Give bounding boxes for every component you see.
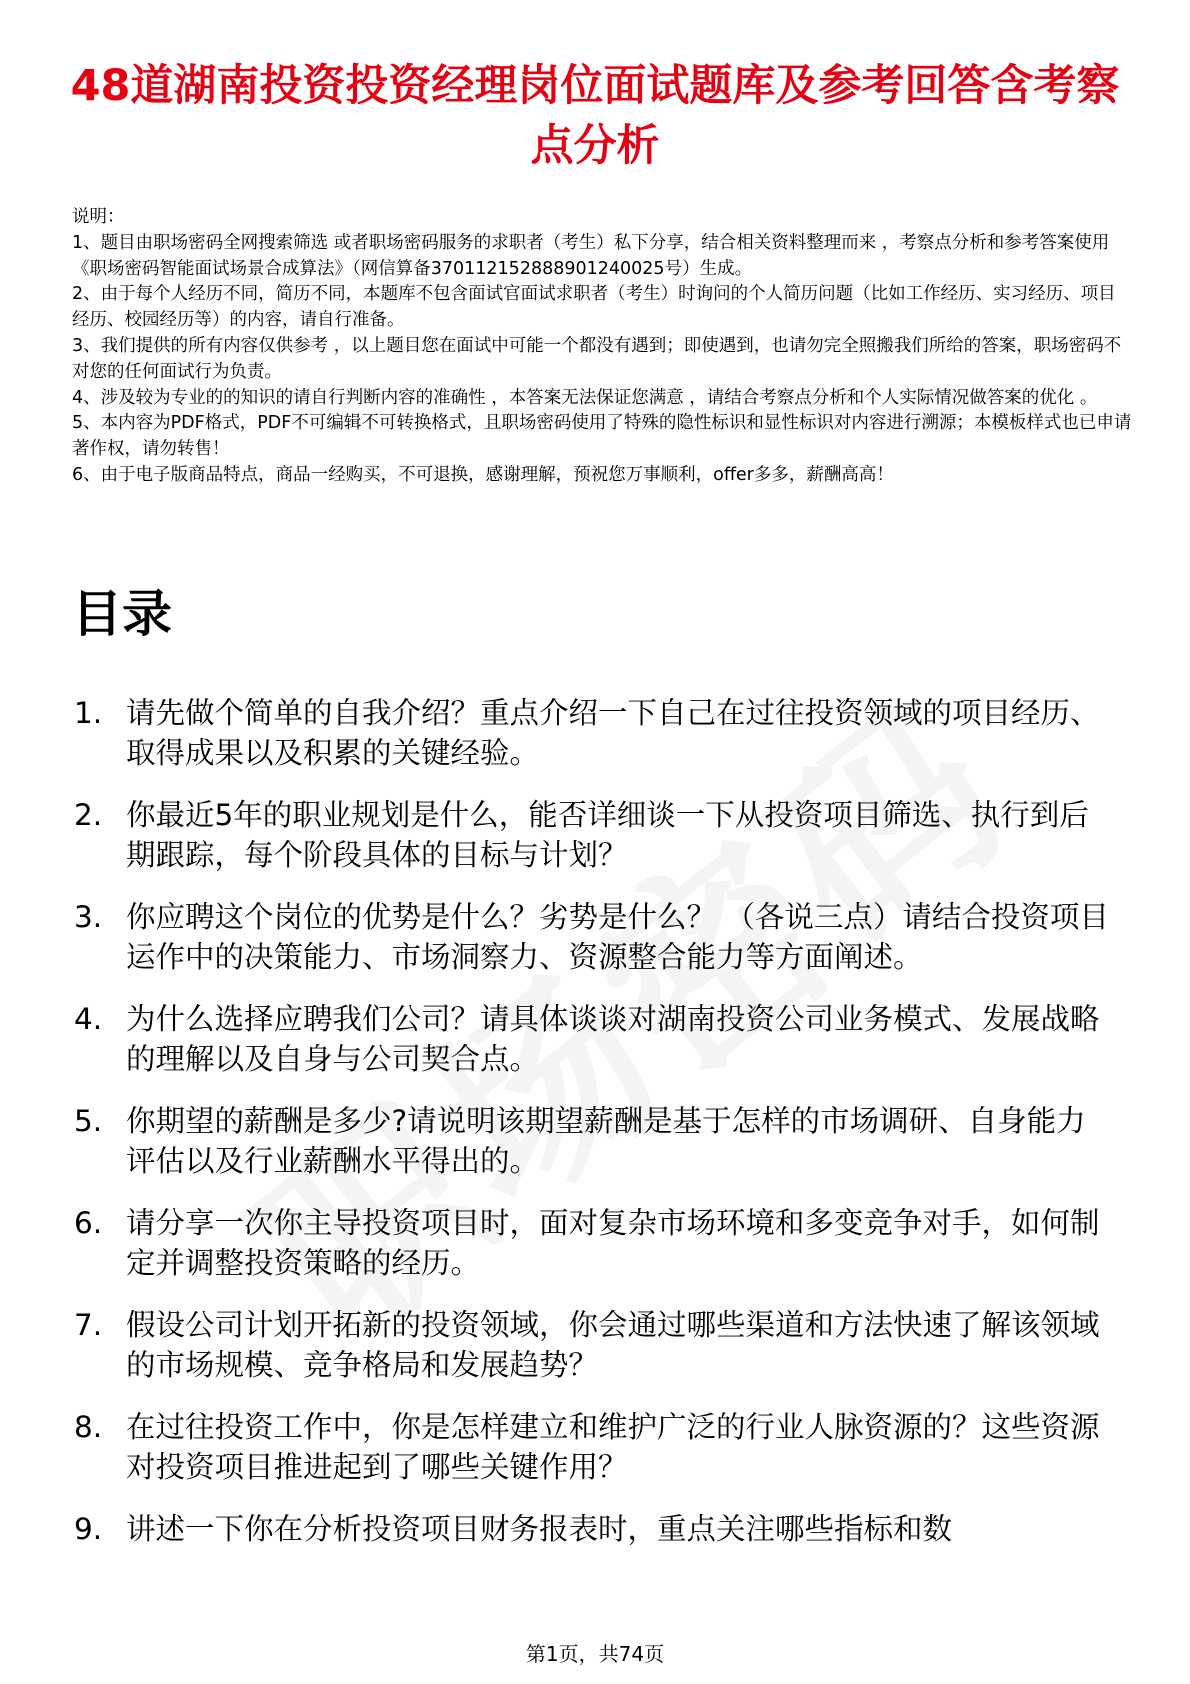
question-number: 3. bbox=[74, 900, 103, 934]
document-title: 48道湖南投资投资经理岗位面试题库及参考回答含考察点分析 bbox=[70, 61, 1120, 171]
list-item bbox=[74, 1509, 1134, 1549]
note-item-3: 3、我们提供的所有内容仅供参考 ，以上题目您在面试中可能一个都没有遇到；即使遇到，也请勿完全照搬我们所给的答案，职场密码不对您的任何面试行为负责。 bbox=[72, 335, 1122, 382]
question-number: 6. bbox=[74, 1206, 103, 1240]
question-number: 7. bbox=[74, 1308, 103, 1342]
question-number: 8. bbox=[74, 1410, 103, 1444]
question-text: 在过往投资工作中，你是怎样建立和维护广泛的行业人脉资源的？这些资源对投资项目推进起到了哪些关键作用？ bbox=[126, 1410, 1100, 1484]
note-item-4: 4、涉及较为专业的的知识的请自行判断内容的准确性 ，本答案无法保证您满意 ，请结合考察点分析和个人实际情况做答案的优化 。 bbox=[72, 387, 1098, 408]
question-number: 5. bbox=[74, 1104, 103, 1138]
question-list bbox=[74, 693, 1134, 1571]
question-number: 4. bbox=[74, 1002, 103, 1036]
list-item bbox=[74, 1203, 1134, 1283]
list-item bbox=[74, 897, 1134, 977]
list-item bbox=[74, 1407, 1134, 1487]
list-item bbox=[74, 1305, 1134, 1385]
question-text: 你应聘这个岗位的优势是什么？劣势是什么？ （各说三点）请结合投资项目运作中的决策能力、市场洞察力、资源整合能力等方面阐述。 bbox=[126, 900, 1109, 974]
notes-section bbox=[72, 205, 1132, 489]
list-item bbox=[74, 1101, 1134, 1181]
note-item-1: 1、题目由职场密码全网搜索筛选 或者职场密码服务的求职者（考生）私下分享，结合相关资料整理而来 ，考察点分析和参考答案使用《职场密码智能面试场景合成算法》（网信算备370112152888901240025号）生成。 bbox=[72, 232, 1110, 279]
note-item-2: 2、由于每个人经历不同，简历不同，本题库不包含面试官面试求职者（考生）时询问的个人简历问题（比如工作经历、实习经历、项目经历、校园经历等）的内容，请自行准备。 bbox=[72, 284, 1116, 331]
question-text: 你最近5年的职业规划是什么，能否详细谈一下从投资项目筛选、执行到后期跟踪，每个阶段具体的目标与计划？ bbox=[126, 798, 1089, 872]
question-text: 请先做个简单的自我介绍？重点介绍一下自己在过往投资领域的项目经历、取得成果以及积累的关键经验。 bbox=[126, 696, 1100, 770]
list-item bbox=[74, 999, 1134, 1079]
question-text: 请分享一次你主导投资项目时，面对复杂市场环境和多变竞争对手，如何制定并调整投资策略的经历。 bbox=[126, 1206, 1100, 1280]
question-text: 假设公司计划开拓新的投资领域，你会通过哪些渠道和方法快速了解该领域的市场规模、竞争格局和发展趋势？ bbox=[126, 1308, 1100, 1382]
question-text: 讲述一下你在分析投资项目财务报表时，重点关注哪些指标和数 bbox=[126, 1512, 953, 1546]
question-number: 1. bbox=[74, 696, 103, 730]
list-item bbox=[74, 693, 1134, 773]
question-number: 2. bbox=[74, 798, 103, 832]
question-number: 9. bbox=[74, 1512, 103, 1546]
page-footer: 第1页，共74页 bbox=[525, 1642, 665, 1666]
list-item bbox=[74, 795, 1134, 875]
question-text: 为什么选择应聘我们公司？请具体谈谈对湖南投资公司业务模式、发展战略的理解以及自身与公司契合点。 bbox=[126, 1002, 1100, 1076]
note-item-6: 6、由于电子版商品特点，商品一经购买，不可退换，感谢理解，预祝您万事顺利，offer多多，薪酬高高！ bbox=[72, 464, 894, 485]
notes-heading: 说明： bbox=[72, 207, 125, 227]
toc-heading: 目录 bbox=[72, 585, 172, 643]
note-item-5: 5、本内容为PDF格式，PDF不可编辑不可转换格式，且职场密码使用了特殊的隐性标识和显性标识对内容进行溯源；本模板样式也已申请著作权，请勿转售！ bbox=[72, 413, 1132, 460]
question-text: 你期望的薪酬是多少?请说明该期望薪酬是基于怎样的市场调研、自身能力评估以及行业薪酬水平得出的。 bbox=[126, 1104, 1086, 1178]
